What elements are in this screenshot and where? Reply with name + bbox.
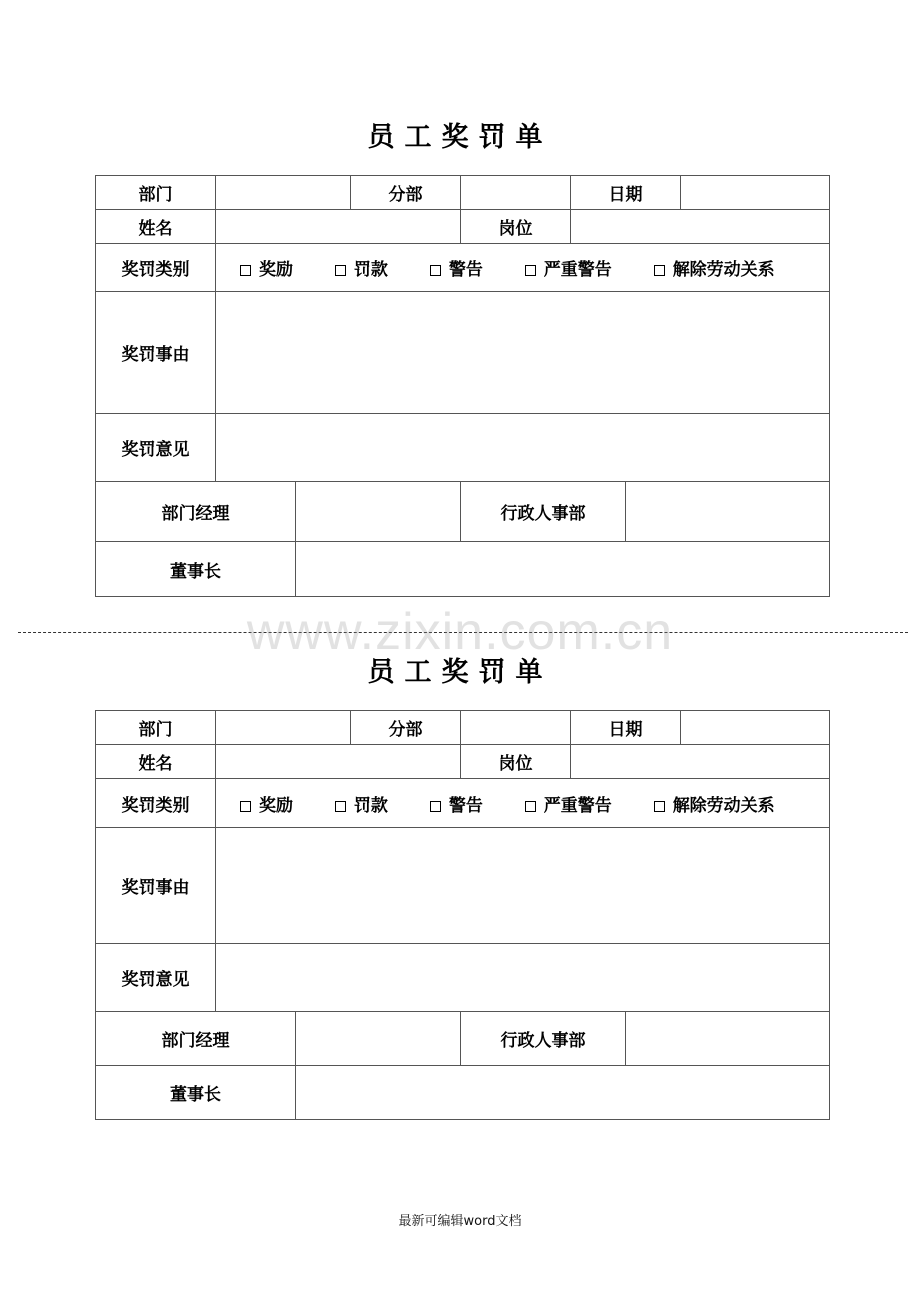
reason-field[interactable] <box>216 292 830 414</box>
category-label: 奖罚类别 <box>96 779 216 828</box>
option-fine[interactable]: 罚款 <box>335 255 388 280</box>
subdept-label: 分部 <box>351 176 461 210</box>
form-title: 员工奖罚单 <box>367 657 553 688</box>
reason-field[interactable] <box>216 828 830 944</box>
checkbox-icon[interactable] <box>335 265 346 276</box>
date-label: 日期 <box>571 176 681 210</box>
hr-field[interactable] <box>626 482 830 542</box>
name-label: 姓名 <box>96 210 216 244</box>
date-field[interactable] <box>681 176 830 210</box>
checkbox-icon[interactable] <box>525 265 536 276</box>
category-label: 奖罚类别 <box>96 244 216 292</box>
page-footer: 最新可编辑word文档 <box>398 1214 522 1229</box>
option-termination[interactable]: 解除劳动关系 <box>654 791 775 816</box>
checkbox-icon[interactable] <box>430 801 441 812</box>
reward-punishment-form <box>95 175 830 597</box>
opinion-label: 奖罚意见 <box>96 414 216 482</box>
option-reward[interactable]: 奖励 <box>240 791 293 816</box>
manager-label: 部门经理 <box>96 482 296 542</box>
date-field[interactable] <box>681 711 830 745</box>
form-title: 员工奖罚单 <box>367 122 553 153</box>
cut-line-divider <box>18 632 908 633</box>
checkbox-icon[interactable] <box>335 801 346 812</box>
manager-field[interactable] <box>296 1012 461 1066</box>
option-serious-warning[interactable]: 严重警告 <box>525 255 612 280</box>
option-serious-warning[interactable]: 严重警告 <box>525 791 612 816</box>
chairman-label: 董事长 <box>96 542 296 597</box>
dept-field[interactable] <box>216 176 351 210</box>
checkbox-icon[interactable] <box>525 801 536 812</box>
hr-label: 行政人事部 <box>461 482 626 542</box>
position-field[interactable] <box>571 210 830 244</box>
opinion-field[interactable] <box>216 414 830 482</box>
subdept-field[interactable] <box>461 176 571 210</box>
option-warning[interactable]: 警告 <box>430 255 483 280</box>
position-label: 岗位 <box>461 210 571 244</box>
category-options <box>216 244 830 292</box>
option-termination[interactable]: 解除劳动关系 <box>654 255 775 280</box>
chairman-field[interactable] <box>296 542 830 597</box>
hr-field[interactable] <box>626 1012 830 1066</box>
checkbox-icon[interactable] <box>654 801 665 812</box>
watermark: www.zixin.com.cn <box>246 603 674 661</box>
reward-punishment-form <box>95 710 830 1120</box>
manager-field[interactable] <box>296 482 461 542</box>
dept-label: 部门 <box>96 711 216 745</box>
subdept-field[interactable] <box>461 711 571 745</box>
dept-label: 部门 <box>96 176 216 210</box>
subdept-label: 分部 <box>351 711 461 745</box>
position-field[interactable] <box>571 745 830 779</box>
name-field[interactable] <box>216 210 461 244</box>
reason-label: 奖罚事由 <box>96 292 216 414</box>
option-fine[interactable]: 罚款 <box>335 791 388 816</box>
dept-field[interactable] <box>216 711 351 745</box>
hr-label: 行政人事部 <box>461 1012 626 1066</box>
option-warning[interactable]: 警告 <box>430 791 483 816</box>
manager-label: 部门经理 <box>96 1012 296 1066</box>
checkbox-icon[interactable] <box>240 801 251 812</box>
checkbox-icon[interactable] <box>430 265 441 276</box>
date-label: 日期 <box>571 711 681 745</box>
name-field[interactable] <box>216 745 461 779</box>
chairman-field[interactable] <box>296 1066 830 1120</box>
reason-label: 奖罚事由 <box>96 828 216 944</box>
position-label: 岗位 <box>461 745 571 779</box>
name-label: 姓名 <box>96 745 216 779</box>
checkbox-icon[interactable] <box>240 265 251 276</box>
opinion-field[interactable] <box>216 944 830 1012</box>
option-reward[interactable]: 奖励 <box>240 255 293 280</box>
opinion-label: 奖罚意见 <box>96 944 216 1012</box>
checkbox-icon[interactable] <box>654 265 665 276</box>
chairman-label: 董事长 <box>96 1066 296 1120</box>
category-options <box>216 779 830 828</box>
